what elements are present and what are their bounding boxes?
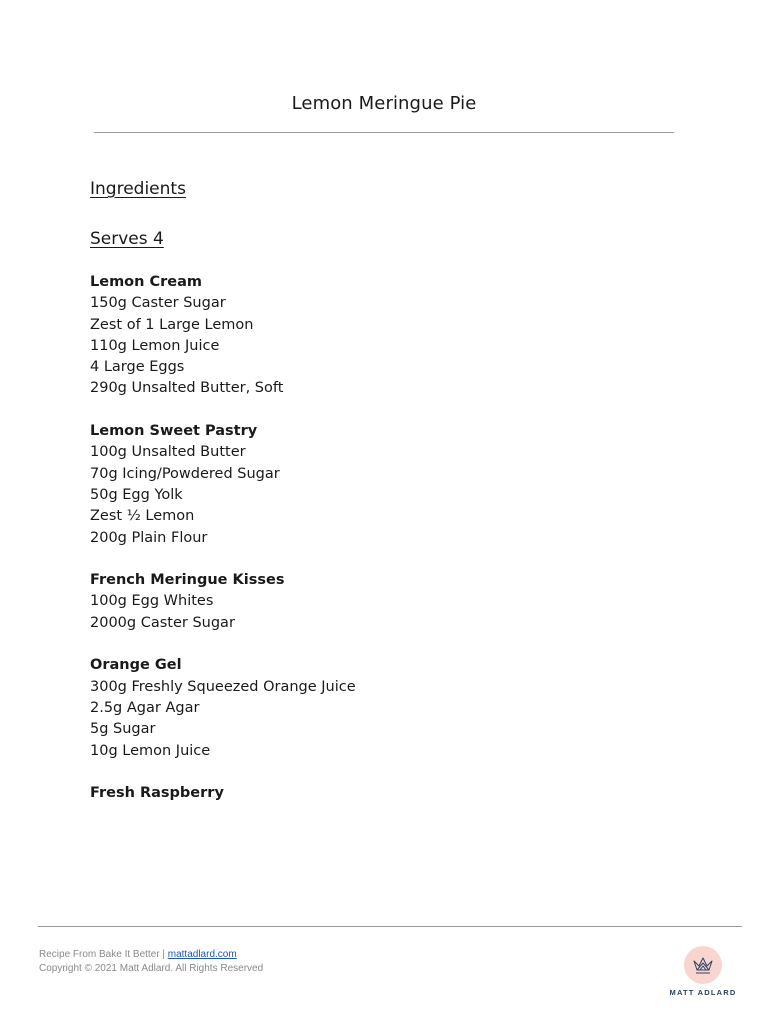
ingredient-item: 200g Plain Flour bbox=[90, 529, 208, 546]
ingredient-item: Zest of 1 Large Lemon bbox=[90, 316, 254, 333]
footer-source-line bbox=[39, 948, 263, 962]
title-divider bbox=[94, 132, 674, 133]
ingredient-item: 150g Caster Sugar bbox=[90, 295, 226, 312]
footer-text bbox=[39, 948, 263, 976]
section-title: Orange Gel bbox=[90, 657, 182, 674]
crown-icon bbox=[691, 955, 715, 975]
ingredient-item: 100g Egg Whites bbox=[90, 593, 214, 610]
ingredient-item: 110g Lemon Juice bbox=[90, 337, 220, 354]
footer-divider bbox=[38, 926, 742, 927]
ingredient-item: Zest ½ Lemon bbox=[90, 508, 195, 525]
footer-copyright: Copyright © 2021 Matt Adlard. All Rights Reserved bbox=[39, 963, 264, 974]
section-title: Lemon Cream bbox=[90, 274, 203, 290]
ingredient-item: 100g Unsalted Butter bbox=[90, 444, 246, 461]
ingredient-item: 2000g Caster Sugar bbox=[90, 614, 235, 631]
brand-logo bbox=[669, 946, 737, 997]
logo-circle bbox=[684, 946, 722, 984]
footer-recipe-from: Recipe From Bake It Better | bbox=[39, 949, 165, 960]
section-french-meringue-kisses bbox=[90, 570, 690, 634]
ingredient-item: 290g Unsalted Butter, Soft bbox=[90, 380, 284, 397]
ingredient-item: 300g Freshly Squeezed Orange Juice bbox=[90, 678, 356, 695]
ingredient-item: 2.5g Agar Agar bbox=[90, 699, 200, 716]
section-fresh-raspberry bbox=[90, 783, 690, 804]
ingredient-item: 70g Icing/Powdered Sugar bbox=[90, 465, 280, 482]
section-orange-gel bbox=[90, 655, 690, 761]
ingredient-sections bbox=[90, 272, 690, 826]
ingredient-item: 10g Lemon Juice bbox=[90, 742, 211, 759]
section-title: French Meringue Kisses bbox=[90, 572, 285, 589]
serves-heading: Serves 4 bbox=[90, 229, 164, 249]
footer-website-link[interactable]: mattadlard.com bbox=[167, 949, 237, 960]
ingredient-item: 50g Egg Yolk bbox=[90, 486, 183, 503]
page-title: Lemon Meringue Pie bbox=[291, 93, 477, 114]
ingredient-item: 4 Large Eggs bbox=[90, 359, 185, 376]
ingredient-item: 5g Sugar bbox=[90, 721, 156, 738]
section-title: Fresh Raspberry bbox=[90, 785, 224, 802]
section-lemon-cream bbox=[90, 272, 690, 400]
section-title: Lemon Sweet Pastry bbox=[90, 423, 258, 440]
ingredients-heading: Ingredients bbox=[90, 179, 186, 199]
section-lemon-sweet-pastry bbox=[90, 421, 690, 549]
logo-text: MATT ADLARD bbox=[669, 988, 737, 997]
